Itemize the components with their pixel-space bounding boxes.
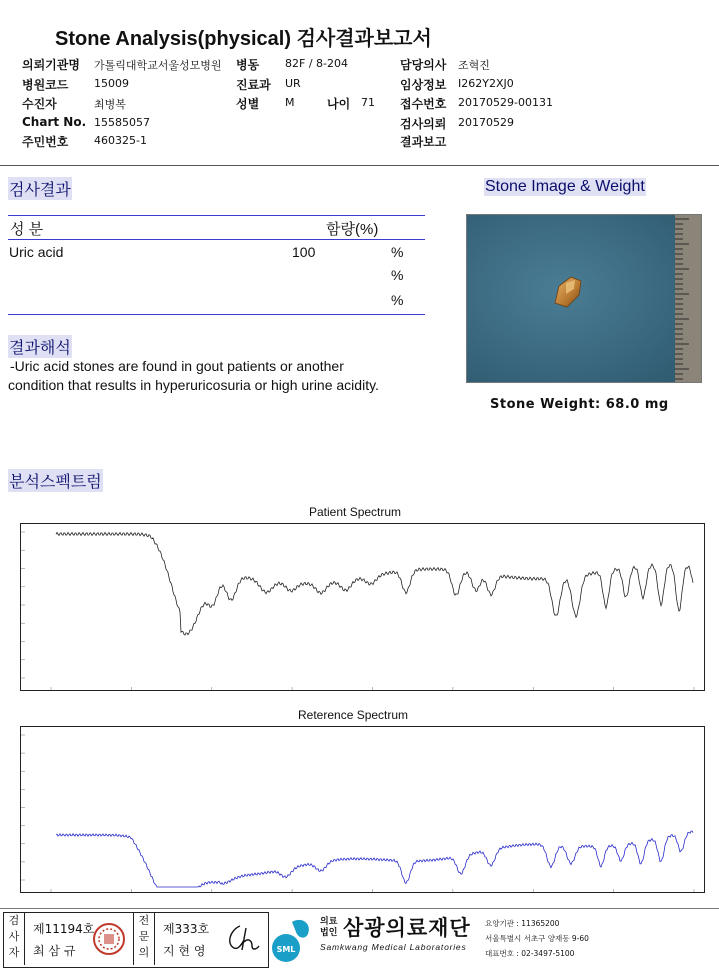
result-unit: % — [391, 244, 404, 260]
reference-spectrum-line — [56, 831, 693, 887]
stone-weight-unit: mg — [644, 397, 669, 412]
col-component-header: 성 분 — [10, 221, 44, 238]
org-phone: 대표번호 : 02-3497-5100 — [485, 949, 575, 958]
result-value: 100 — [292, 244, 316, 260]
footer-divider — [0, 908, 719, 909]
patient-value: 최병복 — [94, 98, 126, 111]
org-logo-text: SML — [276, 945, 296, 954]
org-name-en: Samkwang Medical Laboratories — [320, 942, 467, 952]
header-divider — [0, 165, 719, 166]
results-heading: 검사결과 — [8, 177, 72, 200]
signature-graphic — [222, 920, 262, 956]
specialist-license: 제333호 — [163, 922, 210, 936]
interpretation-line-2: condition that results in hyperuricosuria or high urine acidity. — [8, 377, 379, 393]
doctor-label: 담당의사 — [400, 58, 447, 72]
clinical-info-label: 임상정보 — [400, 78, 447, 92]
department-value: UR — [285, 77, 301, 90]
patient-spectrum-svg — [21, 524, 704, 690]
clinical-info-value: I262Y2XJ0 — [458, 77, 514, 90]
request-date-value: 20170529 — [458, 116, 514, 129]
org-logo — [272, 914, 316, 966]
stone-photo — [466, 214, 702, 383]
reference-spectrum-title: Reterence Spectrum — [298, 708, 409, 722]
seal-graphic — [92, 922, 126, 956]
reference-spectrum-svg — [21, 727, 704, 892]
resident-no-value: 460325-1 — [94, 134, 147, 147]
specialist-name: 지 현 영 — [163, 944, 206, 958]
ward-value: 82F / 8-204 — [285, 57, 348, 70]
results-rule-top — [8, 215, 425, 216]
chart-no-value: 15585057 — [94, 116, 150, 129]
resident-no-label: 주민번호 — [22, 135, 69, 149]
stone-weight — [490, 397, 669, 412]
patient-spectrum-chart — [20, 523, 705, 691]
request-date-label: 검사의뢰 — [400, 117, 447, 131]
report-title-en: Stone Analysis(physical) — [55, 28, 291, 50]
stone-photo-graphic — [467, 215, 701, 382]
report-title — [55, 22, 432, 51]
stone-weight-value: 68.0 — [605, 397, 640, 412]
institution-value: 가톨릭대학교서울성모병원 — [94, 59, 222, 72]
result-component: Uric acid — [9, 244, 64, 260]
examiner-label: 검사자 — [4, 913, 25, 965]
col-content-header: 함량(%) — [326, 221, 379, 238]
report-date-label: 결과보고 — [400, 135, 447, 149]
patient-spectrum-line — [56, 533, 693, 636]
institution-label: 의뢰기관명 — [22, 58, 80, 72]
age-value: 71 — [361, 96, 375, 109]
org-registration: 요양기관 : 11365200 — [485, 919, 560, 928]
receipt-no-value: 20170529-00131 — [458, 96, 553, 109]
sex-label: 성별 — [236, 97, 260, 111]
interpretation-line-1: -Uric acid stones are found in gout patients or another — [10, 358, 344, 374]
examiner-license: 제11194호 — [33, 922, 95, 936]
age-label: 나이 — [327, 97, 351, 111]
org-prefix — [320, 917, 337, 939]
spectrum-heading: 분석스펙트럼 — [8, 469, 103, 492]
ward-label: 병동 — [236, 58, 260, 72]
receipt-no-label: 접수번호 — [400, 97, 447, 111]
stone-weight-label: Stone Weight: — [490, 397, 601, 412]
interpretation-heading: 결과해석 — [8, 335, 72, 358]
org-logo-graphic — [272, 914, 316, 966]
department-label: 진료과 — [236, 78, 271, 92]
results-rule-mid — [8, 239, 425, 240]
examiner-name: 최 삼 규 — [33, 944, 76, 958]
reference-spectrum-chart — [20, 726, 705, 893]
org-address: 서울특별시 서초구 양재동 9-60 — [485, 934, 589, 943]
result-unit: % — [391, 267, 404, 283]
stone-heading: Stone Image & Weight — [485, 178, 645, 195]
org-name: 삼광의료재단 — [343, 916, 471, 940]
result-unit: % — [391, 292, 404, 308]
doctor-value: 조혁진 — [458, 59, 490, 72]
specialist-label: 전문의 — [133, 913, 155, 965]
patient-spectrum-title: Patient Spectrum — [309, 505, 402, 519]
report-title-ko: 검사결과보고서 — [296, 26, 432, 50]
results-rule-bottom — [8, 314, 425, 315]
examiner-seal — [92, 922, 126, 956]
patient-label: 수진자 — [22, 97, 57, 111]
org-prefix-bottom: 법인 — [320, 928, 338, 938]
hospital-code-value: 15009 — [94, 77, 129, 90]
hospital-code-label: 병원코드 — [22, 78, 69, 92]
org-prefix-top: 의료 — [320, 917, 338, 927]
specialist-signature — [222, 920, 262, 956]
chart-no-label: Chart No. — [22, 115, 87, 129]
sex-value: M — [285, 96, 295, 109]
